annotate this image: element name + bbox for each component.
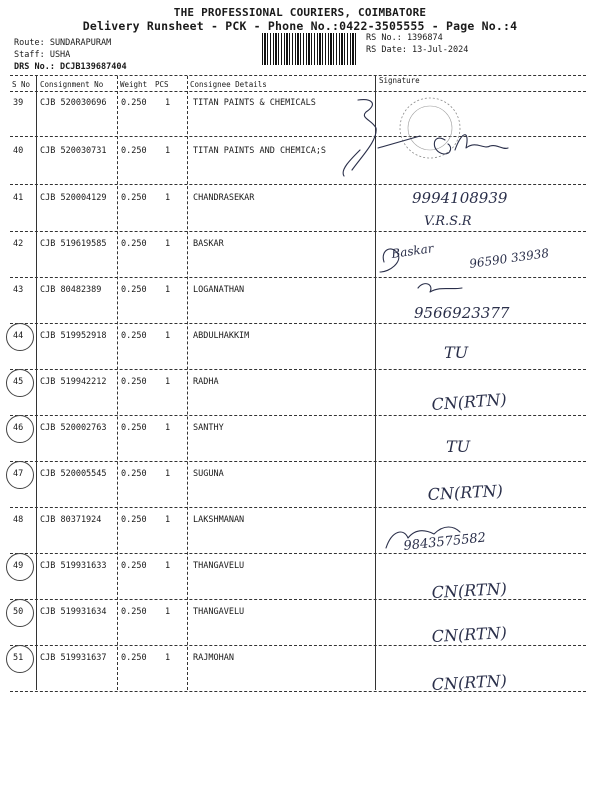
- row-divider: [10, 599, 586, 600]
- pieces-count: 1: [165, 469, 171, 479]
- weight-value: 0.250: [121, 653, 147, 663]
- consignment-number: CJB 80482389: [40, 285, 102, 295]
- row-divider: [10, 136, 586, 137]
- consignee-name: BASKAR: [193, 239, 224, 249]
- serial-number: 41: [13, 193, 24, 203]
- handwritten-remark-51: CN(RTN): [431, 671, 508, 694]
- pieces-count: 1: [165, 377, 171, 387]
- pieces-count: 1: [165, 98, 171, 108]
- consignee-name: RADHA: [193, 377, 219, 387]
- table-row: [0, 285, 600, 331]
- table-row: [0, 469, 600, 515]
- weight-value: 0.250: [121, 469, 147, 479]
- consignee-name: TITAN PAINTS & CHEMICALS: [193, 98, 316, 108]
- row-divider: [10, 553, 586, 554]
- weight-value: 0.250: [121, 285, 147, 295]
- row-divider: [10, 323, 586, 324]
- handwritten-phone-48: 9843575582: [402, 530, 487, 554]
- table-row: [0, 377, 600, 423]
- table-row: [0, 331, 600, 377]
- serial-number: 43: [13, 285, 24, 295]
- pieces-count: 1: [165, 285, 171, 295]
- consignment-number: CJB 519931634: [40, 607, 107, 617]
- table-row: [0, 239, 600, 285]
- table-row: [0, 146, 600, 192]
- consignee-name: SUGUNA: [193, 469, 224, 479]
- col-header-sno: S No: [12, 80, 31, 89]
- pieces-count: 1: [165, 146, 171, 156]
- handwritten-phone-43: 9566923377: [414, 304, 510, 322]
- handwritten-remark-46: TU: [446, 437, 471, 456]
- runsheet-subtitle: Delivery Runsheet - PCK - Phone No.:0422-3505555 - Page No.:4: [82, 19, 518, 33]
- consignment-number: CJB 519952918: [40, 331, 107, 341]
- consignee-name: THANGAVELU: [193, 561, 245, 571]
- serial-number: 40: [13, 146, 24, 156]
- rs-number: RS No.: 1396874: [366, 33, 443, 43]
- consignee-name: ABDULHAKKIM: [193, 331, 250, 341]
- consignee-name: CHANDRASEKAR: [193, 193, 255, 203]
- consignee-name: LOGANATHAN: [193, 285, 245, 295]
- serial-number: 42: [13, 239, 24, 249]
- weight-value: 0.250: [121, 146, 147, 156]
- serial-number: 47: [13, 469, 24, 479]
- table-row: [0, 423, 600, 469]
- row-divider: [10, 645, 586, 646]
- handwritten-name-42: Baskar: [390, 241, 435, 261]
- col-header-signature: Signature: [379, 76, 420, 85]
- consignment-number: CJB 520004129: [40, 193, 107, 203]
- weight-value: 0.250: [121, 331, 147, 341]
- row-divider: [10, 461, 586, 462]
- consignee-name: TITAN PAINTS AND CHEMICA;S: [193, 146, 327, 156]
- consignment-number: CJB 519931637: [40, 653, 107, 663]
- weight-value: 0.250: [121, 377, 147, 387]
- table-row: [0, 515, 600, 561]
- row-divider: [10, 184, 586, 185]
- consignment-number: CJB 520030731: [40, 146, 107, 156]
- pieces-count: 1: [165, 515, 171, 525]
- company-title: THE PROFESSIONAL COURIERS, COIMBATORE: [173, 6, 427, 19]
- table-row: [0, 193, 600, 239]
- handwritten-remark-49: CN(RTN): [431, 579, 508, 602]
- row-divider: [10, 415, 586, 416]
- weight-value: 0.250: [121, 561, 147, 571]
- pieces-count: 1: [165, 193, 171, 203]
- serial-number: 51: [13, 653, 24, 663]
- serial-number: 49: [13, 561, 24, 571]
- serial-number: 45: [13, 377, 24, 387]
- table-row: [0, 653, 600, 699]
- row-divider: [10, 507, 586, 508]
- row-divider: [10, 231, 586, 232]
- pieces-count: 1: [165, 561, 171, 571]
- row-divider: [10, 369, 586, 370]
- serial-number: 44: [13, 331, 24, 341]
- consignee-name: LAKSHMANAN: [193, 515, 245, 525]
- weight-value: 0.250: [121, 239, 147, 249]
- consignment-number: CJB 520030696: [40, 98, 107, 108]
- table-row: [0, 98, 600, 144]
- handwritten-remark-47: CN(RTN): [427, 481, 504, 504]
- pieces-count: 1: [165, 423, 171, 433]
- consignment-number: CJB 519942212: [40, 377, 107, 387]
- weight-value: 0.250: [121, 423, 147, 433]
- drs-number: DRS No.: DCJB139687404: [14, 62, 127, 72]
- consignment-number: CJB 520005545: [40, 469, 107, 479]
- handwritten-phone-41: 9994108939: [412, 189, 508, 207]
- consignment-number: CJB 80371924: [40, 515, 102, 525]
- weight-value: 0.250: [121, 193, 147, 203]
- consignment-number: CJB 520002763: [40, 423, 107, 433]
- serial-number: 50: [13, 607, 24, 617]
- col-header-weight: Weight: [120, 80, 148, 89]
- pieces-count: 1: [165, 239, 171, 249]
- consignment-number: CJB 519619585: [40, 239, 107, 249]
- col-header-pcs: PCS: [155, 80, 169, 89]
- handwritten-remark-44: TU: [444, 343, 469, 362]
- pieces-count: 1: [165, 607, 171, 617]
- pieces-count: 1: [165, 331, 171, 341]
- route-text: Route: SUNDARAPURAM: [14, 38, 112, 48]
- rs-date: RS Date: 13-Jul-2024: [366, 45, 469, 55]
- col-header-consignment: Consignment No: [40, 80, 104, 89]
- serial-number: 39: [13, 98, 24, 108]
- consignee-name: THANGAVELU: [193, 607, 245, 617]
- consignee-name: RAJMOHAN: [193, 653, 234, 663]
- col-header-consignee: Consignee Details: [190, 80, 267, 89]
- row-divider: [10, 277, 586, 278]
- consignee-name: SANTHY: [193, 423, 224, 433]
- weight-value: 0.250: [121, 607, 147, 617]
- table-row: [0, 607, 600, 653]
- table-row: [0, 561, 600, 607]
- consignment-number: CJB 519931633: [40, 561, 107, 571]
- row-divider: [10, 691, 586, 692]
- weight-value: 0.250: [121, 98, 147, 108]
- pieces-count: 1: [165, 653, 171, 663]
- staff-text: Staff: USHA: [14, 50, 71, 60]
- serial-number: 48: [13, 515, 24, 525]
- handwritten-name-41: V.R.S.R: [424, 214, 472, 229]
- handwritten-phone-42: 96590 33938: [468, 245, 550, 271]
- serial-number: 46: [13, 423, 24, 433]
- weight-value: 0.250: [121, 515, 147, 525]
- handwritten-remark-45: CN(RTN): [430, 389, 508, 414]
- handwritten-remark-50: CN(RTN): [431, 623, 508, 646]
